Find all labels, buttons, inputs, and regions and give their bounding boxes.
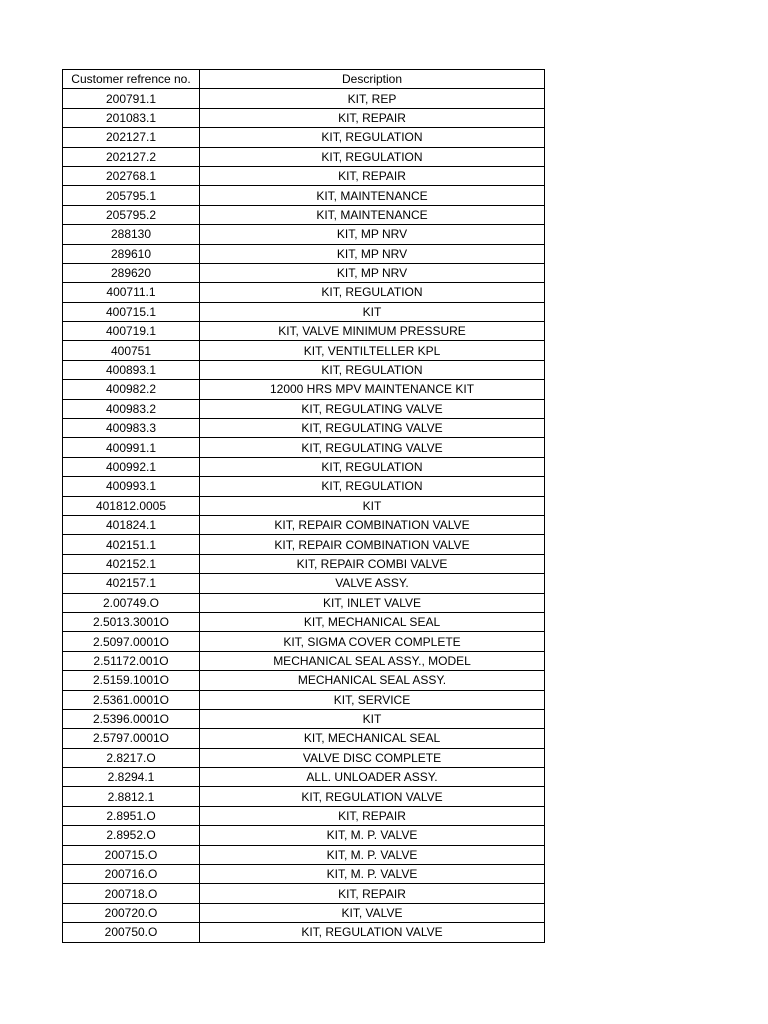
description-cell: KIT, MAINTENANCE: [200, 205, 545, 224]
customer-reference-cell: 402151.1: [63, 535, 200, 554]
table-row: [63, 341, 545, 360]
description-cell: KIT, VENTILTELLER KPL: [200, 341, 545, 360]
customer-reference-cell: 400993.1: [63, 477, 200, 496]
description-cell: 12000 HRS MPV MAINTENANCE KIT: [200, 380, 545, 399]
table-row: [63, 166, 545, 185]
customer-reference-cell: 201083.1: [63, 108, 200, 127]
description-cell: KIT, REPAIR: [200, 806, 545, 825]
table-row: [63, 438, 545, 457]
table-body: [63, 89, 545, 942]
table-row: [63, 554, 545, 573]
header-row: [63, 70, 545, 89]
customer-reference-cell: 202127.2: [63, 147, 200, 166]
customer-reference-cell: 202768.1: [63, 166, 200, 185]
table-row: [63, 283, 545, 302]
customer-reference-cell: 2.51172.001O: [63, 651, 200, 670]
table-row: [63, 128, 545, 147]
description-cell: KIT: [200, 496, 545, 515]
description-cell: KIT, SERVICE: [200, 690, 545, 709]
table-row: [63, 593, 545, 612]
customer-reference-cell: 400992.1: [63, 457, 200, 476]
table-row: [63, 709, 545, 728]
customer-reference-cell: 2.5396.0001O: [63, 709, 200, 728]
customer-reference-cell: 2.00749.O: [63, 593, 200, 612]
customer-reference-cell: 200720.O: [63, 903, 200, 922]
table-row: [63, 380, 545, 399]
table-row: [63, 651, 545, 670]
description-cell: KIT, MECHANICAL SEAL: [200, 729, 545, 748]
customer-reference-cell: 400991.1: [63, 438, 200, 457]
description-cell: KIT, VALVE: [200, 903, 545, 922]
description-cell: KIT, INLET VALVE: [200, 593, 545, 612]
table-row: [63, 865, 545, 884]
table-row: [63, 322, 545, 341]
table-row: [63, 768, 545, 787]
description-cell: VALVE DISC COMPLETE: [200, 748, 545, 767]
customer-reference-cell: 2.5159.1001O: [63, 671, 200, 690]
customer-reference-cell: 2.5361.0001O: [63, 690, 200, 709]
customer-reference-cell: 2.8951.O: [63, 806, 200, 825]
table-row: [63, 496, 545, 515]
description-cell: KIT, REGULATION: [200, 360, 545, 379]
table-row: [63, 186, 545, 205]
table-row: [63, 806, 545, 825]
description-cell: KIT: [200, 709, 545, 728]
description-cell: MECHANICAL SEAL ASSY., MODEL: [200, 651, 545, 670]
table-row: [63, 515, 545, 534]
table-row: [63, 419, 545, 438]
table-row: [63, 903, 545, 922]
customer-reference-cell: 2.8294.1: [63, 768, 200, 787]
table-row: [63, 147, 545, 166]
customer-reference-cell: 400715.1: [63, 302, 200, 321]
customer-reference-cell: 200750.O: [63, 923, 200, 942]
description-cell: KIT, MP NRV: [200, 263, 545, 282]
description-cell: KIT, MP NRV: [200, 244, 545, 263]
customer-reference-cell: 2.8952.O: [63, 826, 200, 845]
table-row: [63, 108, 545, 127]
customer-reference-cell: 202127.1: [63, 128, 200, 147]
table-row: [63, 923, 545, 942]
customer-reference-cell: 400719.1: [63, 322, 200, 341]
description-cell: KIT, REGULATING VALVE: [200, 438, 545, 457]
table-row: [63, 535, 545, 554]
customer-reference-cell: 400751: [63, 341, 200, 360]
description-cell: KIT, REGULATION VALVE: [200, 787, 545, 806]
table-row: [63, 690, 545, 709]
customer-reference-cell: 289610: [63, 244, 200, 263]
description-cell: KIT, M. P. VALVE: [200, 845, 545, 864]
description-cell: KIT: [200, 302, 545, 321]
customer-reference-cell: 205795.1: [63, 186, 200, 205]
description-cell: KIT, SIGMA COVER COMPLETE: [200, 632, 545, 651]
customer-reference-cell: 2.8812.1: [63, 787, 200, 806]
description-cell: MECHANICAL SEAL ASSY.: [200, 671, 545, 690]
customer-reference-cell: 200716.O: [63, 865, 200, 884]
description-cell: KIT, MECHANICAL SEAL: [200, 612, 545, 631]
table-row: [63, 205, 545, 224]
table-row: [63, 884, 545, 903]
description-cell: KIT, REPAIR: [200, 108, 545, 127]
description-cell: KIT, REPAIR COMBINATION VALVE: [200, 535, 545, 554]
description-cell: ALL. UNLOADER ASSY.: [200, 768, 545, 787]
customer-reference-cell: 2.5797.0001O: [63, 729, 200, 748]
customer-reference-cell: 289620: [63, 263, 200, 282]
customer-reference-cell: 402157.1: [63, 574, 200, 593]
description-cell: KIT, VALVE MINIMUM PRESSURE: [200, 322, 545, 341]
customer-reference-cell: 400893.1: [63, 360, 200, 379]
description-cell: KIT, REGULATING VALVE: [200, 419, 545, 438]
table-row: [63, 263, 545, 282]
table-row: [63, 225, 545, 244]
description-cell: KIT, REPAIR: [200, 884, 545, 903]
table-row: [63, 787, 545, 806]
table-row: [63, 399, 545, 418]
customer-reference-cell: 400982.2: [63, 380, 200, 399]
customer-reference-cell: 205795.2: [63, 205, 200, 224]
description-cell: KIT, REGULATING VALVE: [200, 399, 545, 418]
description-cell: KIT, M. P. VALVE: [200, 826, 545, 845]
description-cell: KIT, REGULATION: [200, 147, 545, 166]
description-cell: KIT, REGULATION: [200, 457, 545, 476]
table-row: [63, 457, 545, 476]
customer-reference-cell: 400711.1: [63, 283, 200, 302]
customer-reference-cell: 400983.3: [63, 419, 200, 438]
description-cell: KIT, REGULATION: [200, 477, 545, 496]
table-row: [63, 671, 545, 690]
table-row: [63, 302, 545, 321]
customer-reference-cell: 400983.2: [63, 399, 200, 418]
description-cell: KIT, REP: [200, 89, 545, 108]
customer-reference-cell: 2.5013.3001O: [63, 612, 200, 631]
customer-reference-cell: 288130: [63, 225, 200, 244]
customer-reference-cell: 401812.0005: [63, 496, 200, 515]
table-row: [63, 244, 545, 263]
column-header-description: Description: [200, 70, 545, 89]
column-header-customer-reference: Customer refrence no.: [63, 70, 200, 89]
table-row: [63, 826, 545, 845]
customer-reference-cell: 402152.1: [63, 554, 200, 573]
description-cell: KIT, MAINTENANCE: [200, 186, 545, 205]
table-row: [63, 89, 545, 108]
table-row: [63, 612, 545, 631]
customer-reference-cell: 401824.1: [63, 515, 200, 534]
customer-reference-cell: 200791.1: [63, 89, 200, 108]
parts-table: [62, 69, 545, 943]
description-cell: KIT, REGULATION: [200, 283, 545, 302]
table-row: [63, 360, 545, 379]
table-row: [63, 477, 545, 496]
customer-reference-cell: 2.8217.O: [63, 748, 200, 767]
table-row: [63, 729, 545, 748]
customer-reference-cell: 200715.O: [63, 845, 200, 864]
description-cell: KIT, REPAIR COMBINATION VALVE: [200, 515, 545, 534]
table-row: [63, 574, 545, 593]
description-cell: KIT, REPAIR: [200, 166, 545, 185]
description-cell: VALVE ASSY.: [200, 574, 545, 593]
description-cell: KIT, MP NRV: [200, 225, 545, 244]
description-cell: KIT, REGULATION VALVE: [200, 923, 545, 942]
table-row: [63, 748, 545, 767]
customer-reference-cell: 2.5097.0001O: [63, 632, 200, 651]
table-row: [63, 632, 545, 651]
description-cell: KIT, M. P. VALVE: [200, 865, 545, 884]
description-cell: KIT, REPAIR COMBI VALVE: [200, 554, 545, 573]
customer-reference-cell: 200718.O: [63, 884, 200, 903]
table-row: [63, 845, 545, 864]
description-cell: KIT, REGULATION: [200, 128, 545, 147]
